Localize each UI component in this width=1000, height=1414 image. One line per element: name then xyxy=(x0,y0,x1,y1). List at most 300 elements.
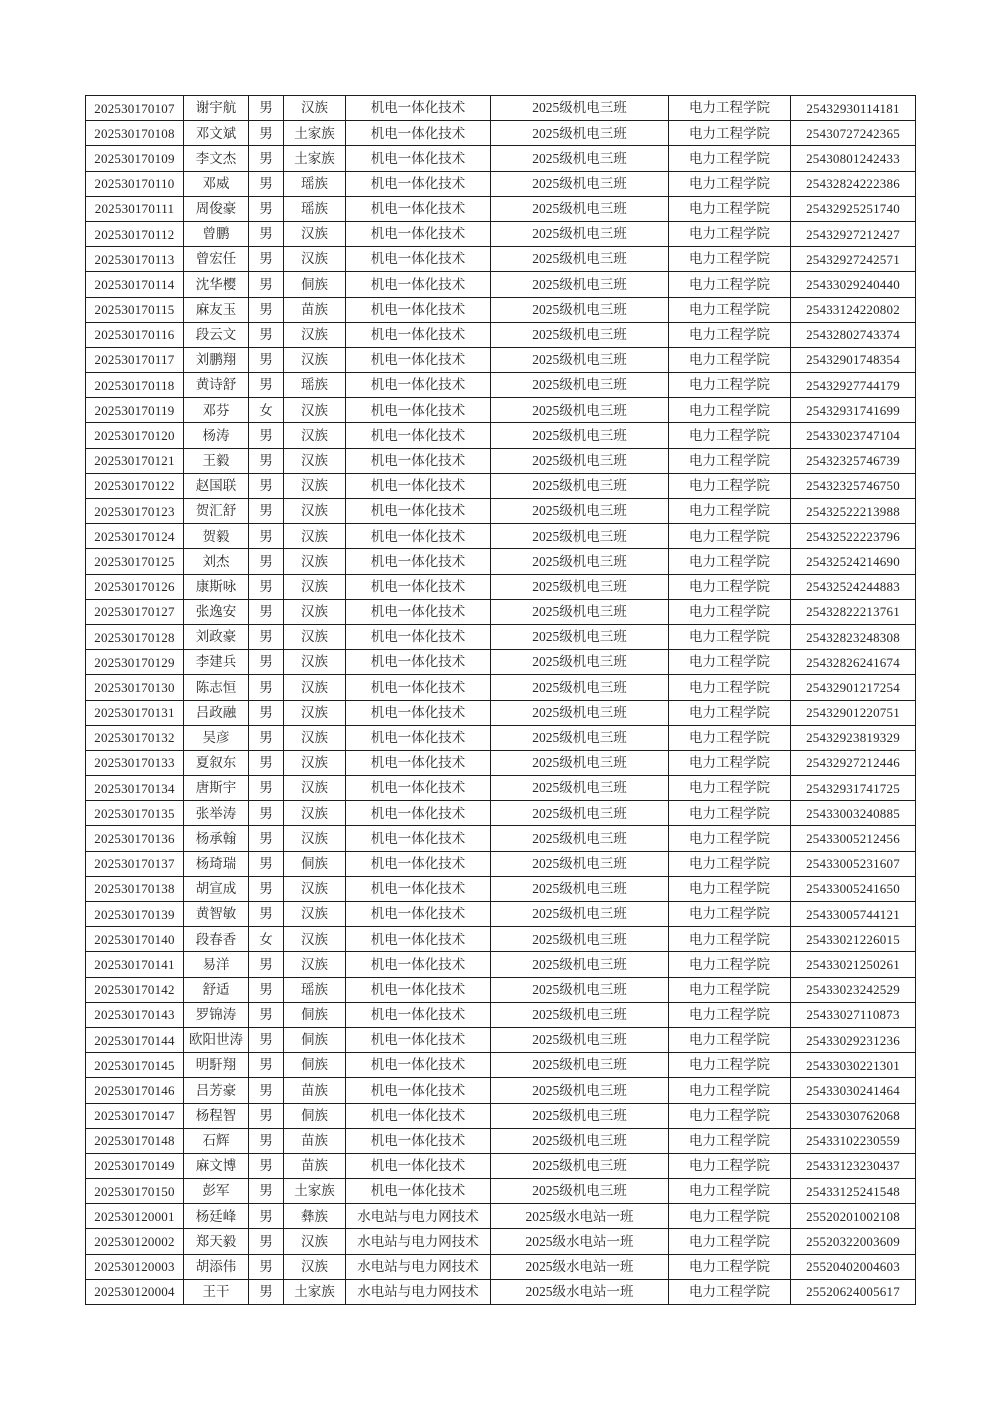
table-cell-gender: 男 xyxy=(249,221,284,246)
table-cell-class_name: 2025级机电三班 xyxy=(491,398,669,423)
table-cell-college: 电力工程学院 xyxy=(669,171,791,196)
table-cell-student_id: 202530170146 xyxy=(86,1078,184,1103)
table-cell-name: 麻文博 xyxy=(184,1153,249,1178)
table-cell-student_id: 202530170111 xyxy=(86,196,184,221)
table-row xyxy=(86,1128,916,1153)
table-row xyxy=(86,977,916,1002)
table-cell-class_name: 2025级机电三班 xyxy=(491,1128,669,1153)
table-cell-major: 机电一体化技术 xyxy=(346,448,491,473)
table-row xyxy=(86,776,916,801)
table-cell-major: 机电一体化技术 xyxy=(346,801,491,826)
table-cell-name: 唐斯宇 xyxy=(184,776,249,801)
table-cell-student_id: 202530170144 xyxy=(86,1027,184,1052)
table-cell-ethnicity: 汉族 xyxy=(284,675,346,700)
table-cell-ethnicity: 汉族 xyxy=(284,624,346,649)
table-cell-student_id: 202530170126 xyxy=(86,574,184,599)
table-cell-code: 25433021226015 xyxy=(791,927,916,952)
table-cell-ethnicity: 汉族 xyxy=(284,599,346,624)
table-cell-major: 机电一体化技术 xyxy=(346,1153,491,1178)
table-cell-ethnicity: 汉族 xyxy=(284,247,346,272)
table-cell-student_id: 202530120004 xyxy=(86,1279,184,1304)
table-cell-major: 机电一体化技术 xyxy=(346,121,491,146)
table-cell-gender: 男 xyxy=(249,750,284,775)
table-cell-gender: 男 xyxy=(249,876,284,901)
table-cell-student_id: 202530170138 xyxy=(86,876,184,901)
table-row xyxy=(86,1279,916,1304)
table-cell-code: 25433029240440 xyxy=(791,272,916,297)
table-cell-name: 胡宣成 xyxy=(184,876,249,901)
table-cell-college: 电力工程学院 xyxy=(669,524,791,549)
table-cell-college: 电力工程学院 xyxy=(669,599,791,624)
table-cell-ethnicity: 土家族 xyxy=(284,146,346,171)
table-cell-major: 机电一体化技术 xyxy=(346,851,491,876)
table-row xyxy=(86,171,916,196)
table-cell-major: 机电一体化技术 xyxy=(346,373,491,398)
table-cell-ethnicity: 汉族 xyxy=(284,776,346,801)
table-cell-code: 25433023242529 xyxy=(791,977,916,1002)
table-row xyxy=(86,1053,916,1078)
table-cell-ethnicity: 苗族 xyxy=(284,1153,346,1178)
table-cell-ethnicity: 汉族 xyxy=(284,448,346,473)
table-cell-code: 25432522213988 xyxy=(791,499,916,524)
table-cell-name: 杨程智 xyxy=(184,1103,249,1128)
table-cell-name: 夏叙东 xyxy=(184,750,249,775)
table-cell-gender: 男 xyxy=(249,624,284,649)
table-cell-code: 25433030762068 xyxy=(791,1103,916,1128)
table-cell-class_name: 2025级机电三班 xyxy=(491,196,669,221)
table-cell-major: 机电一体化技术 xyxy=(346,398,491,423)
table-cell-class_name: 2025级机电三班 xyxy=(491,1103,669,1128)
table-row xyxy=(86,1153,916,1178)
table-cell-ethnicity: 瑶族 xyxy=(284,373,346,398)
table-cell-major: 机电一体化技术 xyxy=(346,499,491,524)
table-cell-code: 25432826241674 xyxy=(791,650,916,675)
table-cell-code: 25432931741699 xyxy=(791,398,916,423)
table-cell-student_id: 202530170145 xyxy=(86,1053,184,1078)
table-cell-ethnicity: 汉族 xyxy=(284,473,346,498)
table-cell-ethnicity: 汉族 xyxy=(284,650,346,675)
table-cell-college: 电力工程学院 xyxy=(669,1128,791,1153)
table-cell-class_name: 2025级机电三班 xyxy=(491,776,669,801)
table-cell-student_id: 202530170119 xyxy=(86,398,184,423)
table-cell-student_id: 202530170139 xyxy=(86,902,184,927)
table-cell-major: 机电一体化技术 xyxy=(346,624,491,649)
table-cell-gender: 男 xyxy=(249,1053,284,1078)
table-cell-ethnicity: 汉族 xyxy=(284,700,346,725)
table-cell-class_name: 2025级机电三班 xyxy=(491,297,669,322)
table-cell-name: 王干 xyxy=(184,1279,249,1304)
table-cell-college: 电力工程学院 xyxy=(669,851,791,876)
table-cell-gender: 男 xyxy=(249,1103,284,1128)
table-cell-class_name: 2025级机电三班 xyxy=(491,801,669,826)
table-cell-class_name: 2025级机电三班 xyxy=(491,1027,669,1052)
table-cell-gender: 男 xyxy=(249,448,284,473)
table-cell-class_name: 2025级机电三班 xyxy=(491,549,669,574)
table-cell-name: 黄诗舒 xyxy=(184,373,249,398)
table-cell-class_name: 2025级机电三班 xyxy=(491,473,669,498)
table-cell-name: 刘鹏翔 xyxy=(184,347,249,372)
table-cell-student_id: 202530170116 xyxy=(86,322,184,347)
table-cell-code: 25432923819329 xyxy=(791,725,916,750)
table-cell-code: 25432822213761 xyxy=(791,599,916,624)
table-cell-ethnicity: 汉族 xyxy=(284,524,346,549)
table-cell-ethnicity: 土家族 xyxy=(284,1279,346,1304)
table-cell-college: 电力工程学院 xyxy=(669,826,791,851)
table-cell-gender: 男 xyxy=(249,700,284,725)
table-cell-code: 25432927744179 xyxy=(791,373,916,398)
table-cell-student_id: 202530170129 xyxy=(86,650,184,675)
table-cell-student_id: 202530170132 xyxy=(86,725,184,750)
table-cell-ethnicity: 汉族 xyxy=(284,750,346,775)
student-table-body xyxy=(86,96,916,1305)
table-cell-student_id: 202530170115 xyxy=(86,297,184,322)
table-cell-student_id: 202530170108 xyxy=(86,121,184,146)
table-cell-code: 25432927212427 xyxy=(791,221,916,246)
table-cell-college: 电力工程学院 xyxy=(669,675,791,700)
table-cell-code: 25433005241650 xyxy=(791,876,916,901)
table-cell-college: 电力工程学院 xyxy=(669,1053,791,1078)
table-row xyxy=(86,549,916,574)
table-cell-name: 段云文 xyxy=(184,322,249,347)
table-cell-ethnicity: 彝族 xyxy=(284,1204,346,1229)
table-cell-name: 曾宏任 xyxy=(184,247,249,272)
table-cell-name: 沈华樱 xyxy=(184,272,249,297)
table-cell-name: 周俊豪 xyxy=(184,196,249,221)
table-cell-ethnicity: 汉族 xyxy=(284,902,346,927)
table-cell-code: 25432931741725 xyxy=(791,776,916,801)
table-cell-gender: 男 xyxy=(249,725,284,750)
table-cell-major: 机电一体化技术 xyxy=(346,1002,491,1027)
table-cell-code: 25432524244883 xyxy=(791,574,916,599)
table-cell-college: 电力工程学院 xyxy=(669,297,791,322)
table-row xyxy=(86,826,916,851)
table-cell-code: 25430727242365 xyxy=(791,121,916,146)
table-cell-code: 25432524214690 xyxy=(791,549,916,574)
table-cell-name: 易洋 xyxy=(184,952,249,977)
table-cell-major: 机电一体化技术 xyxy=(346,700,491,725)
table-cell-code: 25432522223796 xyxy=(791,524,916,549)
table-cell-name: 明馯翔 xyxy=(184,1053,249,1078)
table-cell-student_id: 202530170143 xyxy=(86,1002,184,1027)
table-cell-college: 电力工程学院 xyxy=(669,96,791,121)
table-cell-class_name: 2025级机电三班 xyxy=(491,826,669,851)
table-row xyxy=(86,221,916,246)
table-cell-name: 罗锦涛 xyxy=(184,1002,249,1027)
table-cell-class_name: 2025级机电三班 xyxy=(491,247,669,272)
table-cell-college: 电力工程学院 xyxy=(669,776,791,801)
table-cell-college: 电力工程学院 xyxy=(669,398,791,423)
table-row xyxy=(86,952,916,977)
table-cell-code: 25520624005617 xyxy=(791,1279,916,1304)
table-cell-college: 电力工程学院 xyxy=(669,196,791,221)
table-row xyxy=(86,96,916,121)
table-cell-student_id: 202530170121 xyxy=(86,448,184,473)
table-cell-gender: 男 xyxy=(249,650,284,675)
table-cell-major: 机电一体化技术 xyxy=(346,297,491,322)
table-cell-class_name: 2025级水电站一班 xyxy=(491,1204,669,1229)
table-row xyxy=(86,499,916,524)
table-row xyxy=(86,927,916,952)
table-cell-major: 机电一体化技术 xyxy=(346,599,491,624)
table-cell-gender: 男 xyxy=(249,196,284,221)
table-cell-gender: 男 xyxy=(249,146,284,171)
table-row xyxy=(86,801,916,826)
table-cell-ethnicity: 侗族 xyxy=(284,272,346,297)
table-cell-student_id: 202530170130 xyxy=(86,675,184,700)
table-cell-college: 电力工程学院 xyxy=(669,1078,791,1103)
table-cell-ethnicity: 汉族 xyxy=(284,826,346,851)
table-cell-student_id: 202530170147 xyxy=(86,1103,184,1128)
table-cell-name: 杨涛 xyxy=(184,423,249,448)
table-cell-ethnicity: 苗族 xyxy=(284,297,346,322)
table-cell-major: 机电一体化技术 xyxy=(346,247,491,272)
table-cell-major: 水电站与电力网技术 xyxy=(346,1229,491,1254)
table-cell-gender: 男 xyxy=(249,171,284,196)
table-cell-college: 电力工程学院 xyxy=(669,977,791,1002)
table-cell-class_name: 2025级机电三班 xyxy=(491,373,669,398)
table-cell-major: 机电一体化技术 xyxy=(346,96,491,121)
table-cell-name: 段春香 xyxy=(184,927,249,952)
table-cell-name: 刘政豪 xyxy=(184,624,249,649)
table-cell-college: 电力工程学院 xyxy=(669,221,791,246)
table-cell-class_name: 2025级机电三班 xyxy=(491,1179,669,1204)
table-row xyxy=(86,750,916,775)
table-row xyxy=(86,1027,916,1052)
table-cell-name: 郑天毅 xyxy=(184,1229,249,1254)
table-cell-name: 彭军 xyxy=(184,1179,249,1204)
table-cell-student_id: 202530170134 xyxy=(86,776,184,801)
table-cell-college: 电力工程学院 xyxy=(669,373,791,398)
table-cell-name: 吴彦 xyxy=(184,725,249,750)
table-row xyxy=(86,700,916,725)
table-cell-class_name: 2025级机电三班 xyxy=(491,675,669,700)
table-cell-ethnicity: 汉族 xyxy=(284,876,346,901)
table-cell-name: 邓芬 xyxy=(184,398,249,423)
table-cell-gender: 男 xyxy=(249,1204,284,1229)
table-cell-major: 机电一体化技术 xyxy=(346,750,491,775)
table-cell-class_name: 2025级机电三班 xyxy=(491,851,669,876)
table-cell-major: 机电一体化技术 xyxy=(346,196,491,221)
table-cell-code: 25433005212456 xyxy=(791,826,916,851)
table-cell-code: 25433123230437 xyxy=(791,1153,916,1178)
table-cell-code: 25432901217254 xyxy=(791,675,916,700)
table-cell-major: 机电一体化技术 xyxy=(346,927,491,952)
table-cell-college: 电力工程学院 xyxy=(669,1204,791,1229)
table-cell-ethnicity: 汉族 xyxy=(284,423,346,448)
table-cell-major: 机电一体化技术 xyxy=(346,876,491,901)
table-cell-gender: 男 xyxy=(249,1078,284,1103)
table-row xyxy=(86,373,916,398)
table-cell-name: 贺汇舒 xyxy=(184,499,249,524)
table-cell-major: 水电站与电力网技术 xyxy=(346,1254,491,1279)
table-cell-gender: 男 xyxy=(249,675,284,700)
table-cell-major: 机电一体化技术 xyxy=(346,1103,491,1128)
table-cell-major: 机电一体化技术 xyxy=(346,675,491,700)
table-cell-class_name: 2025级机电三班 xyxy=(491,1153,669,1178)
table-cell-code: 25432901748354 xyxy=(791,347,916,372)
table-cell-ethnicity: 瑶族 xyxy=(284,196,346,221)
table-cell-gender: 男 xyxy=(249,599,284,624)
table-cell-class_name: 2025级机电三班 xyxy=(491,1078,669,1103)
table-cell-name: 李建兵 xyxy=(184,650,249,675)
table-cell-student_id: 202530170140 xyxy=(86,927,184,952)
table-cell-class_name: 2025级机电三班 xyxy=(491,1002,669,1027)
table-cell-gender: 男 xyxy=(249,347,284,372)
table-cell-student_id: 202530170127 xyxy=(86,599,184,624)
table-cell-gender: 男 xyxy=(249,373,284,398)
table-cell-ethnicity: 土家族 xyxy=(284,1179,346,1204)
table-cell-major: 机电一体化技术 xyxy=(346,423,491,448)
table-cell-student_id: 202530170125 xyxy=(86,549,184,574)
table-cell-college: 电力工程学院 xyxy=(669,549,791,574)
table-cell-code: 25432927212446 xyxy=(791,750,916,775)
table-cell-gender: 男 xyxy=(249,247,284,272)
table-cell-gender: 男 xyxy=(249,776,284,801)
table-cell-name: 杨承翰 xyxy=(184,826,249,851)
table-cell-major: 机电一体化技术 xyxy=(346,650,491,675)
table-cell-class_name: 2025级机电三班 xyxy=(491,322,669,347)
table-cell-code: 25520201002108 xyxy=(791,1204,916,1229)
table-cell-name: 胡添伟 xyxy=(184,1254,249,1279)
table-cell-class_name: 2025级机电三班 xyxy=(491,121,669,146)
table-cell-college: 电力工程学院 xyxy=(669,1229,791,1254)
table-cell-college: 电力工程学院 xyxy=(669,725,791,750)
table-cell-major: 机电一体化技术 xyxy=(346,1128,491,1153)
table-row xyxy=(86,448,916,473)
table-row xyxy=(86,876,916,901)
table-cell-major: 机电一体化技术 xyxy=(346,725,491,750)
table-cell-class_name: 2025级水电站一班 xyxy=(491,1229,669,1254)
table-cell-college: 电力工程学院 xyxy=(669,650,791,675)
table-cell-student_id: 202530170113 xyxy=(86,247,184,272)
table-row xyxy=(86,1179,916,1204)
table-row xyxy=(86,297,916,322)
table-cell-student_id: 202530170110 xyxy=(86,171,184,196)
table-cell-college: 电力工程学院 xyxy=(669,700,791,725)
table-cell-gender: 男 xyxy=(249,1179,284,1204)
table-cell-ethnicity: 汉族 xyxy=(284,1229,346,1254)
table-cell-code: 25432901220751 xyxy=(791,700,916,725)
table-cell-major: 机电一体化技术 xyxy=(346,952,491,977)
table-cell-class_name: 2025级机电三班 xyxy=(491,902,669,927)
table-cell-gender: 男 xyxy=(249,1128,284,1153)
table-row xyxy=(86,675,916,700)
table-cell-name: 吕政融 xyxy=(184,700,249,725)
table-cell-major: 机电一体化技术 xyxy=(346,473,491,498)
table-cell-student_id: 202530170137 xyxy=(86,851,184,876)
table-cell-gender: 男 xyxy=(249,473,284,498)
table-cell-student_id: 202530170150 xyxy=(86,1179,184,1204)
table-cell-name: 张逸安 xyxy=(184,599,249,624)
table-cell-major: 机电一体化技术 xyxy=(346,524,491,549)
table-cell-code: 25432930114181 xyxy=(791,96,916,121)
table-cell-code: 25433023747104 xyxy=(791,423,916,448)
table-cell-name: 贺毅 xyxy=(184,524,249,549)
table-cell-name: 邓文斌 xyxy=(184,121,249,146)
table-cell-ethnicity: 汉族 xyxy=(284,347,346,372)
table-cell-code: 25433102230559 xyxy=(791,1128,916,1153)
table-cell-class_name: 2025级机电三班 xyxy=(491,876,669,901)
table-row xyxy=(86,524,916,549)
table-row xyxy=(86,322,916,347)
table-cell-class_name: 2025级机电三班 xyxy=(491,700,669,725)
table-cell-name: 赵国联 xyxy=(184,473,249,498)
table-cell-college: 电力工程学院 xyxy=(669,927,791,952)
table-cell-gender: 男 xyxy=(249,977,284,1002)
table-cell-code: 25432802743374 xyxy=(791,322,916,347)
table-cell-student_id: 202530120002 xyxy=(86,1229,184,1254)
table-row xyxy=(86,902,916,927)
table-cell-ethnicity: 侗族 xyxy=(284,1002,346,1027)
table-row xyxy=(86,146,916,171)
table-cell-major: 机电一体化技术 xyxy=(346,1078,491,1103)
table-cell-name: 石辉 xyxy=(184,1128,249,1153)
table-cell-college: 电力工程学院 xyxy=(669,750,791,775)
table-cell-major: 机电一体化技术 xyxy=(346,1179,491,1204)
table-cell-ethnicity: 土家族 xyxy=(284,121,346,146)
table-cell-gender: 男 xyxy=(249,826,284,851)
table-cell-student_id: 202530170141 xyxy=(86,952,184,977)
table-cell-name: 曾鹏 xyxy=(184,221,249,246)
table-row xyxy=(86,121,916,146)
table-cell-code: 25432823248308 xyxy=(791,624,916,649)
table-cell-code: 25433125241548 xyxy=(791,1179,916,1204)
table-cell-major: 机电一体化技术 xyxy=(346,347,491,372)
table-cell-major: 水电站与电力网技术 xyxy=(346,1279,491,1304)
table-cell-code: 25432824222386 xyxy=(791,171,916,196)
table-row xyxy=(86,725,916,750)
table-cell-student_id: 202530170109 xyxy=(86,146,184,171)
table-cell-college: 电力工程学院 xyxy=(669,322,791,347)
table-cell-student_id: 202530170122 xyxy=(86,473,184,498)
table-cell-class_name: 2025级机电三班 xyxy=(491,524,669,549)
table-cell-college: 电力工程学院 xyxy=(669,247,791,272)
table-cell-student_id: 202530170112 xyxy=(86,221,184,246)
table-cell-major: 机电一体化技术 xyxy=(346,826,491,851)
table-cell-college: 电力工程学院 xyxy=(669,1179,791,1204)
table-cell-name: 李文杰 xyxy=(184,146,249,171)
table-cell-code: 25430801242433 xyxy=(791,146,916,171)
table-cell-ethnicity: 苗族 xyxy=(284,1078,346,1103)
table-cell-name: 麻友玉 xyxy=(184,297,249,322)
table-cell-gender: 男 xyxy=(249,801,284,826)
table-cell-class_name: 2025级机电三班 xyxy=(491,448,669,473)
table-cell-college: 电力工程学院 xyxy=(669,473,791,498)
table-cell-student_id: 202530170128 xyxy=(86,624,184,649)
table-cell-code: 25433005231607 xyxy=(791,851,916,876)
table-cell-student_id: 202530170117 xyxy=(86,347,184,372)
table-cell-code: 25433021250261 xyxy=(791,952,916,977)
table-cell-gender: 男 xyxy=(249,574,284,599)
table-cell-ethnicity: 侗族 xyxy=(284,1053,346,1078)
table-cell-class_name: 2025级水电站一班 xyxy=(491,1279,669,1304)
table-cell-ethnicity: 侗族 xyxy=(284,1103,346,1128)
table-cell-ethnicity: 汉族 xyxy=(284,322,346,347)
table-cell-ethnicity: 侗族 xyxy=(284,851,346,876)
table-cell-ethnicity: 汉族 xyxy=(284,549,346,574)
table-cell-gender: 男 xyxy=(249,902,284,927)
table-cell-major: 机电一体化技术 xyxy=(346,146,491,171)
table-cell-college: 电力工程学院 xyxy=(669,347,791,372)
table-cell-student_id: 202530170131 xyxy=(86,700,184,725)
table-cell-student_id: 202530170135 xyxy=(86,801,184,826)
table-row xyxy=(86,650,916,675)
table-cell-major: 机电一体化技术 xyxy=(346,1027,491,1052)
table-cell-college: 电力工程学院 xyxy=(669,499,791,524)
table-cell-student_id: 202530170149 xyxy=(86,1153,184,1178)
table-cell-code: 25433003240885 xyxy=(791,801,916,826)
table-cell-ethnicity: 瑶族 xyxy=(284,977,346,1002)
